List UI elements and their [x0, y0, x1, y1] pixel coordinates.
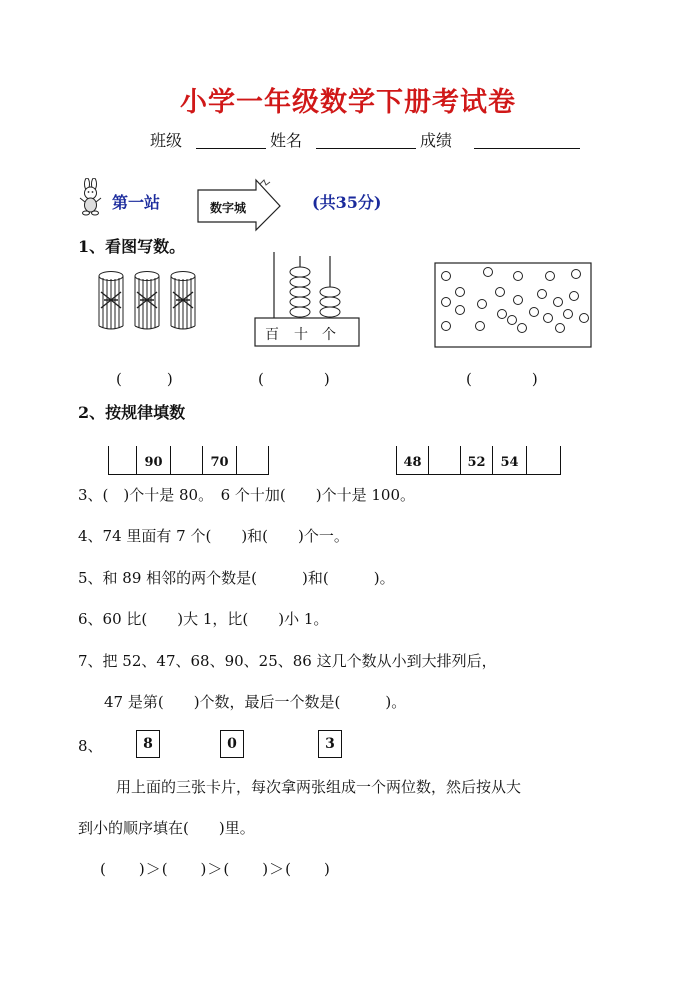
name-blank[interactable]	[316, 148, 416, 149]
score-label: 成绩	[420, 131, 453, 150]
station-points: (共35分)	[312, 193, 382, 212]
bundles-of-sticks-image	[94, 270, 198, 332]
abacus-label-ones: 个	[322, 327, 336, 343]
q3-text: 3、( )个十是 80。 6 个十加( )个十是 100。	[78, 486, 416, 504]
q2-row2-cell[interactable]	[527, 446, 561, 474]
q1-answer-1[interactable]: ( )	[116, 370, 173, 388]
q2-row2-cell: 48	[397, 446, 429, 474]
q2-row1-cell[interactable]	[237, 446, 269, 474]
q2-sequence-row-1	[108, 446, 269, 475]
number-card: 3	[318, 730, 342, 758]
class-label: 班级	[150, 131, 183, 150]
station-label: 第一站	[112, 193, 161, 212]
q2-row2-cell: 54	[493, 446, 527, 474]
number-card: 0	[220, 730, 244, 758]
rabbit-icon	[76, 178, 106, 216]
q2-row1-cell[interactable]	[171, 446, 203, 474]
q7-line-1: 7、把 52、47、68、90、25、86 这几个数从小到大排列后，	[78, 652, 497, 670]
q8-line-1: 用上面的三张卡片，每次拿两张组成一个两位数，然后按从大	[116, 778, 522, 796]
number-card: 8	[136, 730, 160, 758]
page-title: 小学一年级数学下册考试卷	[180, 87, 516, 118]
q1-answer-3[interactable]: ( )	[466, 370, 538, 388]
q5-text: 5、和 89 相邻的两个数是( )和( )。	[78, 569, 395, 587]
q2-row1-cell: 90	[137, 446, 171, 474]
q7-line-2: 47 是第( )个数，最后一个数是( )。	[104, 693, 407, 711]
q8-line-2: 到小的顺序填在( )里。	[78, 819, 255, 837]
q8-answer-row[interactable]: ( )＞( )＞( )＞( )	[100, 860, 331, 878]
q1-answer-2[interactable]: ( )	[258, 370, 330, 388]
score-blank[interactable]	[474, 148, 580, 149]
name-label: 姓名	[270, 131, 303, 150]
q4-text: 4、74 里面有 7 个( )和( )个一。	[78, 527, 349, 545]
abacus-label-hundreds: 百	[265, 327, 279, 343]
station-badge: 数字城	[210, 201, 247, 215]
q2-label: 2、按规律填数	[78, 403, 186, 422]
q8-label: 8、	[78, 737, 103, 755]
q2-row2-cell: 52	[461, 446, 493, 474]
abacus-label-tens: 十	[294, 327, 308, 343]
q2-row1-cell: 70	[203, 446, 237, 474]
dots-box-image	[434, 262, 592, 348]
q2-row2-cell[interactable]	[429, 446, 461, 474]
q1-label: 1、看图写数。	[78, 237, 186, 256]
q2-row1-cell[interactable]	[109, 446, 137, 474]
q6-text: 6、60 比( )大 1，比( )小 1。	[78, 610, 329, 628]
class-blank[interactable]	[196, 148, 266, 149]
q2-sequence-row-2	[396, 446, 561, 475]
